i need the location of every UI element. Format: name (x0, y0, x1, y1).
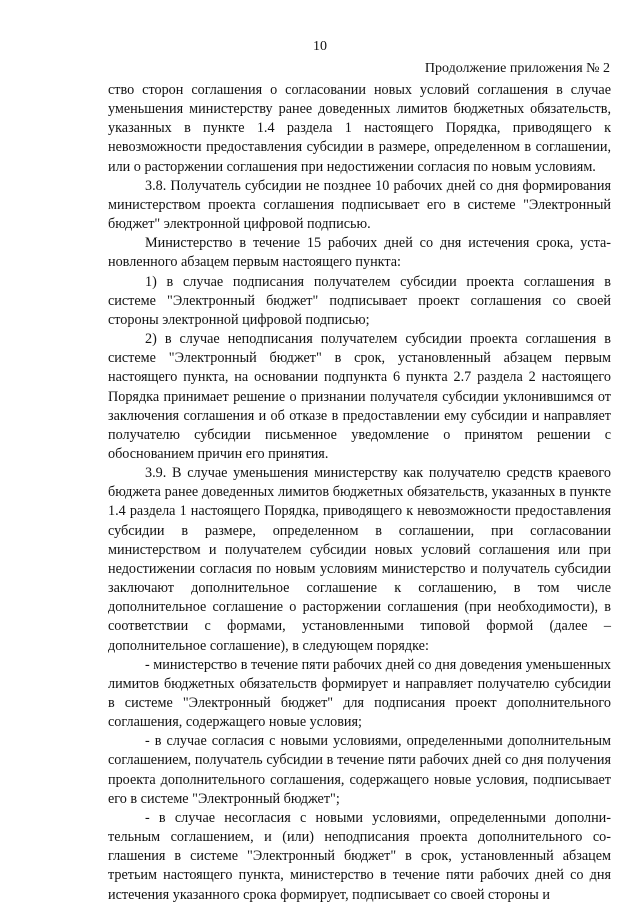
paragraph: ство сторон соглашения о согласовании новых условий соглашения в случае уменьшения министерству ранее доведенных лимитов бюджетных обязательств, указанных в пункте 1.4 раздела 1 настоящего Порядка, приводящего к невозможности предоставления субсидии в размере, определенном в соглашении, или о расторжении соглашения при недостижении согласия по новым условиям. (108, 82, 611, 175)
appendix-continuation-note: Продолжение приложения № 2 (424, 61, 610, 76)
paragraph: - в случае несогласия с новыми условиями, определенными дополнительным соглашением, и (или) неподписания проекта дополнительного соглашения в системе "Электронный бюджет" в срок, установленный абзацем третьим настоящего пункта, министерство в течение пяти рабочих дней со дня истечения указанного срока формирует, подписывает со своей стороны и (108, 809, 611, 903)
paragraph: 3.8. Получатель субсидии не позднее 10 рабочих дней со дня формирования министерством проекта соглашения подписывает его в системе "Электронный бюджет" электронной цифровой подписью. (108, 177, 611, 233)
paragraph: Министерство в течение 15 рабочих дней со дня истечения срока, установленного абзацем первым настоящего пункта: (108, 235, 611, 271)
paragraph: 2) в случае неподписания получателем субсидии проекта соглашения в системе "Электронный бюджет" в срок, установленный абзацем первым настоящего пункта, на основании подпункта 6 пункта 2.7 раздела 2 настоящего Порядка принимает решение о признании получателя субсидии уклонившимся от заключения соглашения и об отказе в предоставлении ему субсидии и направляет получателю субсидии письменное уведомление о принятом решении с обоснованием причин его принятия. (108, 331, 611, 462)
paragraph: 1) в случае подписания получателем субсидии проекта соглашения в системе "Электронный бюджет" подписывает проект соглашения со своей стороны электронной цифровой подписью; (108, 273, 611, 328)
page-number: 10 (313, 39, 327, 54)
paragraph: - в случае согласия с новыми условиями, определенными дополнительным соглашением, получатель субсидии в течение пяти рабочих дней со дня получения проекта дополнительного соглашения, содержащего новые условия, подписывает его в системе "Электронный бюджет"; (108, 733, 611, 807)
document-body (108, 81, 611, 905)
paragraph: 3.9. В случае уменьшения министерству как получателю средств краевого бюджета ранее доведенных лимитов бюджетных обязательств, указанных в пункте 1.4 раздела 1 настоящего Порядка, приводящего к невозможности предоставления субсидии в размере, определенном в соглашении, при согласовании министерством и получателем субсидии новых условий соглашения или при недостижении согласия по новым условиям министерство и получатель субсидии заключают дополнительное соглашение к соглашению, в том числе дополнительное соглашение о расторжении соглашения (при необходимости), в соответствии с формами, установленными типовой формой (далее – дополнительное соглашение), в следующем порядке: (108, 465, 611, 654)
paragraph: - министерство в течение пяти рабочих дней со дня доведения уменьшенных лимитов бюджетных обязательств формирует и направляет получателю субсидии в системе "Электронный бюджет" для подписания проект дополнительного соглашения, содержащего новые условия; (108, 656, 611, 731)
